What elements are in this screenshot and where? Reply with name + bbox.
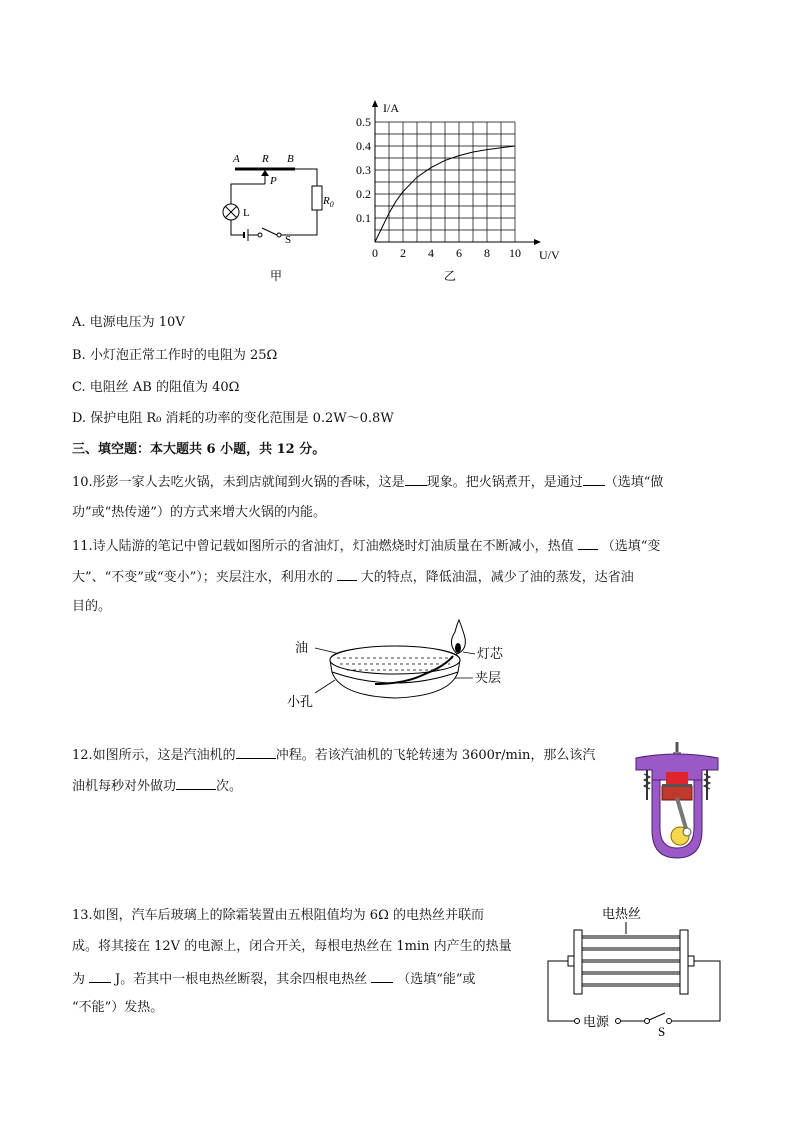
y-tick-label: 0.1: [356, 211, 371, 225]
x-axis-label: U/V: [539, 248, 560, 262]
option-a[interactable]: A. 电源电压为 10V: [72, 315, 185, 330]
switch-label: S: [658, 1024, 666, 1039]
resistor-r0: [312, 186, 322, 210]
caption-jia: 甲: [270, 269, 283, 283]
piston: [662, 786, 692, 800]
y-axis-label: I/A: [383, 101, 399, 115]
q11-text-b: （选填“变: [601, 539, 661, 554]
q11-text-a: 11.诗人陆游的笔记中曾记载如图所示的省油灯，灯油燃烧时灯油质量在不断减小，热值: [72, 539, 574, 554]
q10-blank-1[interactable]: [405, 471, 427, 486]
x-axis-arrow: [534, 239, 541, 245]
hole-label: 小孔: [287, 694, 314, 709]
hole-leader: [315, 680, 335, 693]
switch-blade: [262, 228, 277, 235]
q13-line4: “不能”）发热。: [72, 1000, 164, 1015]
option-b[interactable]: B. 小灯泡正常工作时的电阻为 25Ω: [72, 348, 278, 363]
q10-line1: [72, 471, 663, 493]
wick-leader: [463, 652, 475, 654]
switch-contact-b: [667, 1019, 672, 1024]
circuit-figure-jia: [215, 148, 345, 283]
right-terminal: [680, 930, 688, 994]
wire-right-bottom: [281, 210, 317, 235]
interlayer-label: 夹层: [475, 670, 502, 685]
x-tick-label: 10: [509, 246, 521, 260]
q13-line3: [72, 968, 476, 990]
x-tick-label: 6: [456, 246, 462, 260]
x-tick-label: 4: [428, 246, 434, 260]
label-b: B: [287, 153, 294, 165]
y-tick-label: 0.2: [356, 187, 371, 201]
source-terminal-left: [575, 1019, 580, 1024]
q13-text-b: J。若其中一根电热丝断裂，其余四根电热丝: [115, 972, 368, 987]
chart-caption: 乙: [443, 269, 457, 283]
q12-text-b: 冲程。若该汽油机的飞轮转速为 3600r/min，那么该汽: [275, 748, 596, 763]
q10-text-c: （选填“做: [604, 475, 664, 490]
combustion-chamber: [666, 772, 688, 784]
q13-line2: 成。将其接在 12V 的电源上，闭合开关，每根电热丝在 1min 内产生的热量: [72, 939, 512, 954]
q12-line2: [72, 775, 242, 797]
option-c[interactable]: C. 电阻丝 AB 的阻值为 40Ω: [72, 380, 240, 395]
crank-pin: [683, 828, 691, 836]
x-tick-label: 2: [400, 246, 406, 260]
label-r: R: [262, 153, 269, 165]
switch-lever: [649, 1013, 665, 1020]
q12-text-a: 12.如图所示，这是汽油机的: [72, 748, 236, 763]
piston-top: [662, 784, 692, 787]
wire-top-right: [295, 169, 317, 186]
label-l: L: [243, 207, 250, 219]
heating-wires: [582, 936, 680, 986]
label-p: P: [270, 175, 277, 187]
switch-contact-left: [258, 233, 262, 237]
wick-label: 灯芯: [477, 646, 504, 661]
q13-blank-2[interactable]: [371, 968, 393, 983]
right-tab: [688, 956, 694, 966]
slider-arrow: [261, 170, 269, 176]
engine-figure: [632, 740, 722, 862]
label-a: A: [233, 153, 240, 165]
q12-line1: [72, 744, 595, 766]
x-tick-label: 8: [484, 246, 490, 260]
q13-line1: 13.如图，汽车后玻璃上的除霜装置由五根阻值均为 6Ω 的电热丝并联而: [72, 908, 484, 923]
q12-blank-1[interactable]: [236, 744, 276, 759]
q13-text-c: （选填“能”或: [397, 972, 476, 987]
q12-text-c: 油机每秒对外做功: [72, 779, 177, 794]
q12-text-d: 次。: [216, 779, 243, 794]
flame-core: [455, 643, 461, 653]
q10-text-b: 现象。把火锅煮开，是通过: [426, 475, 583, 490]
wire-left: [548, 961, 574, 1021]
left-terminal: [574, 930, 582, 994]
label-s: S: [285, 234, 292, 246]
q11-line2: [72, 566, 634, 588]
left-tab: [568, 956, 574, 966]
section-heading: 三、填空题：本大题共 6 小题，共 12 分。: [72, 442, 326, 457]
oil-label: 油: [295, 640, 309, 655]
wire-bottom-left: [231, 220, 244, 235]
q11-text-c: 大”、“不变”或“变小”）；夹层注水，利用水的: [72, 570, 333, 585]
x-tick-label: 0: [372, 246, 378, 260]
q11-line3: 目的。: [72, 599, 112, 614]
oil-lamp-figure: [285, 618, 525, 716]
wire-left-top: [231, 184, 265, 204]
y-tick-label: 0.3: [356, 163, 371, 177]
switch-contact-a: [645, 1019, 650, 1024]
q11-text-d: 大的特点，降低油温，减少了油的蒸发，达省油: [360, 570, 634, 585]
q13-blank-1[interactable]: [89, 968, 111, 983]
label-r0: $R_0$: [323, 195, 334, 209]
y-tick-label: 0.4: [356, 139, 371, 153]
q11-blank-2[interactable]: [337, 566, 357, 581]
wire-right: [672, 961, 720, 1021]
y-axis-arrow: [372, 100, 378, 107]
q10-blank-2[interactable]: [583, 471, 605, 486]
option-d[interactable]: D. 保护电阻 R₀ 消耗的功率的变化范围是 0.2W～0.8W: [72, 411, 394, 426]
switch-contact-right: [277, 233, 281, 237]
q10-line2: 功”或“热传递”）的方式来增大火锅的内能。: [72, 505, 326, 520]
q10-text-a: 10.彤彭一家人去吃火锅，未到店就闻到火锅的香味，这是: [72, 475, 405, 490]
iu-chart: [345, 92, 585, 287]
q11-line1: [72, 535, 660, 557]
heating-wire-label: 电热丝: [602, 906, 642, 921]
q11-blank-1[interactable]: [578, 535, 598, 550]
q13-text-a: 为: [72, 972, 86, 987]
source-label: 电源: [583, 1014, 610, 1029]
source-terminal-right: [616, 1019, 621, 1024]
q12-blank-2[interactable]: [176, 775, 216, 790]
defroster-figure: [544, 904, 724, 1039]
y-tick-label: 0.5: [356, 115, 371, 129]
